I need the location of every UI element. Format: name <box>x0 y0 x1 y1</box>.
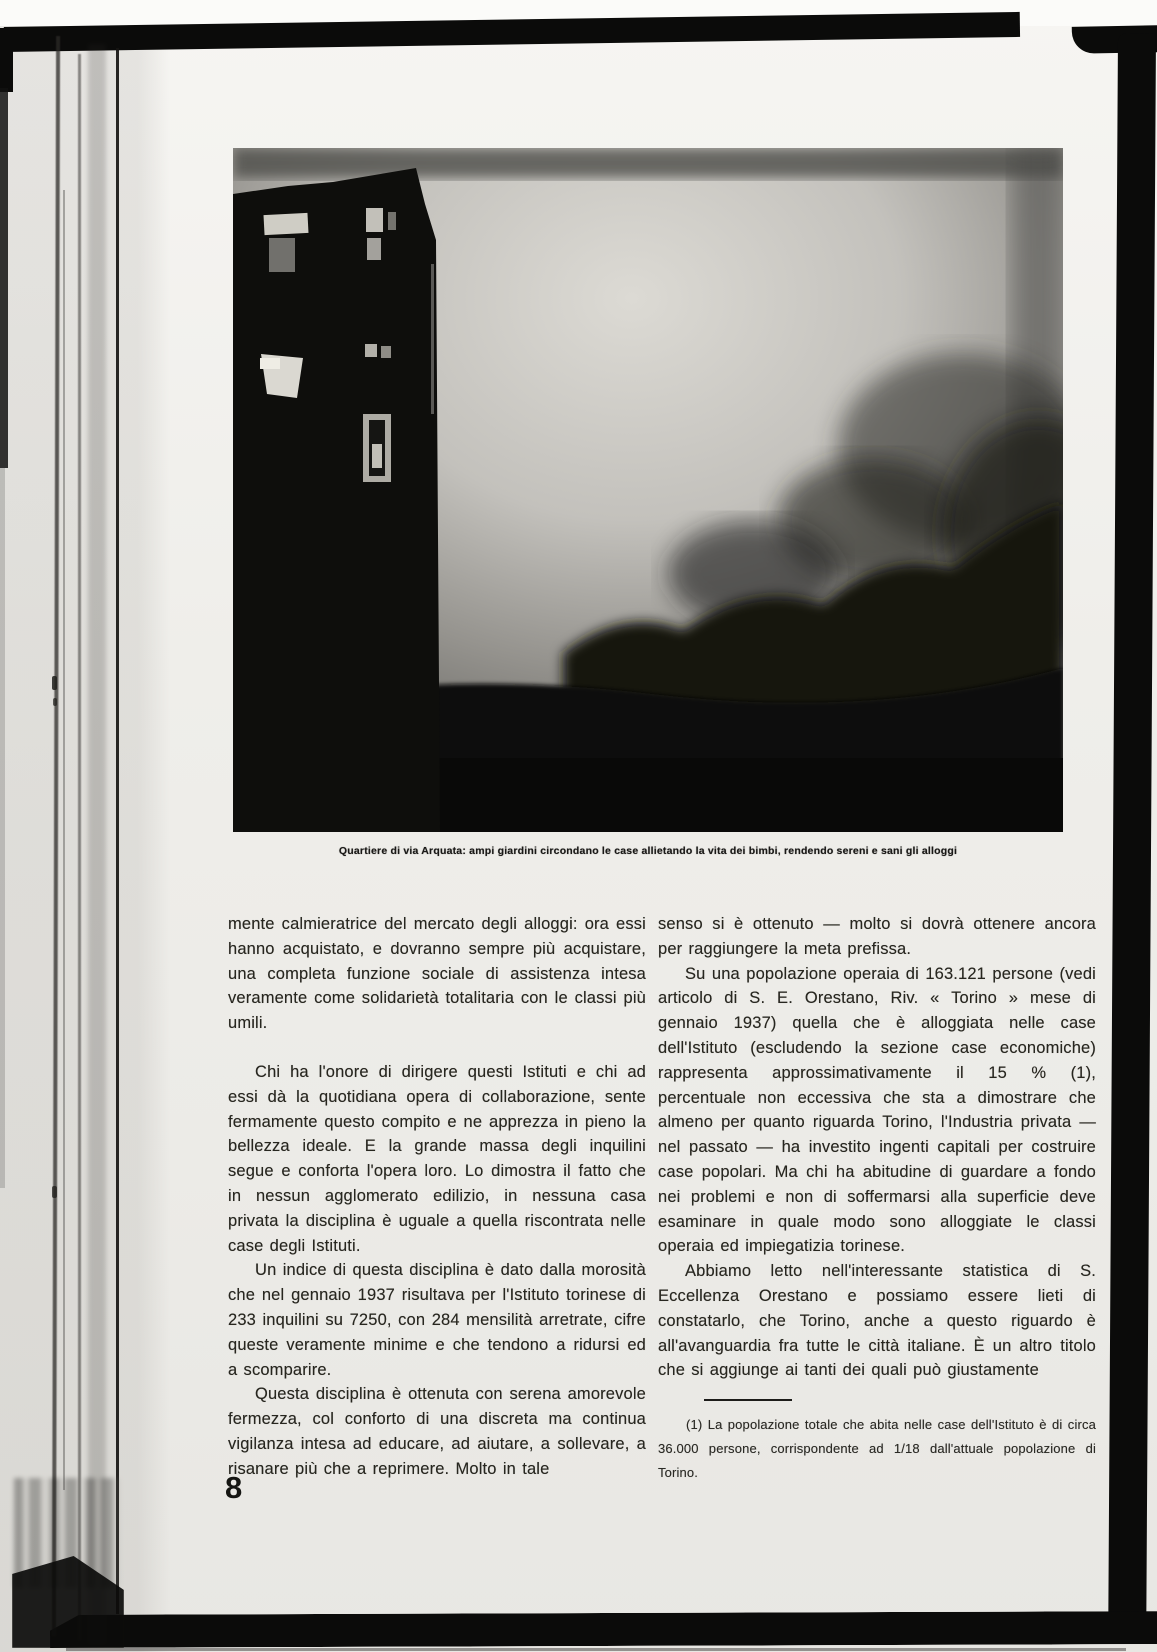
scan-speck <box>52 1186 57 1198</box>
left-column <box>228 912 646 1482</box>
binding-streak <box>52 36 60 1636</box>
scan-bottom-band <box>50 1611 1157 1648</box>
paragraph: Un indice di questa disciplina è dato dalla morosità che nel gennaio 1937 risultava per l'Istituto torinese di 233 inquilini su 7250, con 284 mensilità arretrate, cifre queste veramente minime e che tendono a ridursi ed a scomparire. <box>228 1261 646 1379</box>
page-edge-shadow <box>0 88 8 468</box>
right-column <box>658 912 1096 1485</box>
binding-streak <box>88 44 106 1644</box>
binding-streak <box>78 54 81 1640</box>
paragraph: Abbiamo letto nell'interessante statistica di S. Eccellenza Orestano e possiamo essere lieti di constatarlo, che Torino, anche a questo riguardo è all'avanguardia fra tutte le città italiane. È un altro titolo che si aggiunge ai tanti dei quali può giustamente <box>658 1262 1096 1380</box>
page-edge-shadow-faint <box>0 468 5 1188</box>
photo-caption: Quartiere di via Arquata: ampi giardini circondano le case allietando la vita dei bimbi, rendendo sereni e sani gli alloggi <box>338 845 958 857</box>
scan-speck <box>52 676 57 690</box>
scan-right-band <box>1108 33 1156 1637</box>
paragraph: mente calmieratrice del mercato degli alloggi: ora essi hanno acquistato, e dovranno sempre più acquistare, una completa funzione sociale di assistenza intesa veramente come solidarietà totalitaria con le classi più umili. <box>228 915 646 1033</box>
footnote: (1) La popolazione totale che abita nelle case dell'Istituto è di circa 36.000 persone, corrispondente ad 1/18 dall'attuale popolazione di Torino. <box>658 1417 1096 1481</box>
paragraph: Chi ha l'onore di dirigere questi Istituti e chi ad essi dà la quotidiana opera di collaborazione, sente fermamente questo compito e ne apprezza in pieno la bellezza ideale. E la grande massa degli inquilini segue e conforta l'opera loro. Lo dimostra il fatto che in nessun agglomerato edilizio, in nessuna casa privata la disciplina è uguale a quella riscontrata nelle case degli Istituti. <box>228 1062 646 1255</box>
paragraph: senso si è ottenuto — molto si dovrà ottenere ancora per raggiungere la meta prefissa. <box>658 915 1096 958</box>
footnote-rule <box>704 1399 792 1401</box>
paragraph: Questa disciplina è ottenuta con serena amorevole fermezza, col conforto di una discreta ma continua vigilanza intesa ad educare, ad aiutare, a sollevare, a risanare più che a reprimere. Molto in tale <box>228 1385 646 1478</box>
photo-illustration <box>233 148 1063 832</box>
page-fold-line <box>116 48 119 1614</box>
article-photo <box>233 148 1063 832</box>
scan-bottom-edge-line <box>66 1648 1126 1651</box>
binding-streak <box>63 190 65 1490</box>
paragraph: Su una popolazione operaia di 163.121 persone (vedi articolo di S. E. Orestano, Riv. « Torino » mese di gennaio 1937) quella che è alloggiata nelle case dell'Istituto (escludendo la sezione case economiche) rappresenta approssimativamente il 15 % (1), percentuale non eccessiva che sta a dimostrare che almeno per quanto riguarda Torino, l'Industria privata — nel passato — ha investito ingenti capitali per costruire case popolari. Ma chi ha abitudine di guardare a fondo nei problemi e non di soffermarsi alla superficie deve esaminare in quale modo sono alloggiate le classi operaia ed impiegatizia torinese. <box>658 964 1096 1256</box>
scan-speck <box>53 698 57 706</box>
scan-top-left-corner <box>0 28 13 92</box>
page-number: 8 <box>225 1470 243 1505</box>
